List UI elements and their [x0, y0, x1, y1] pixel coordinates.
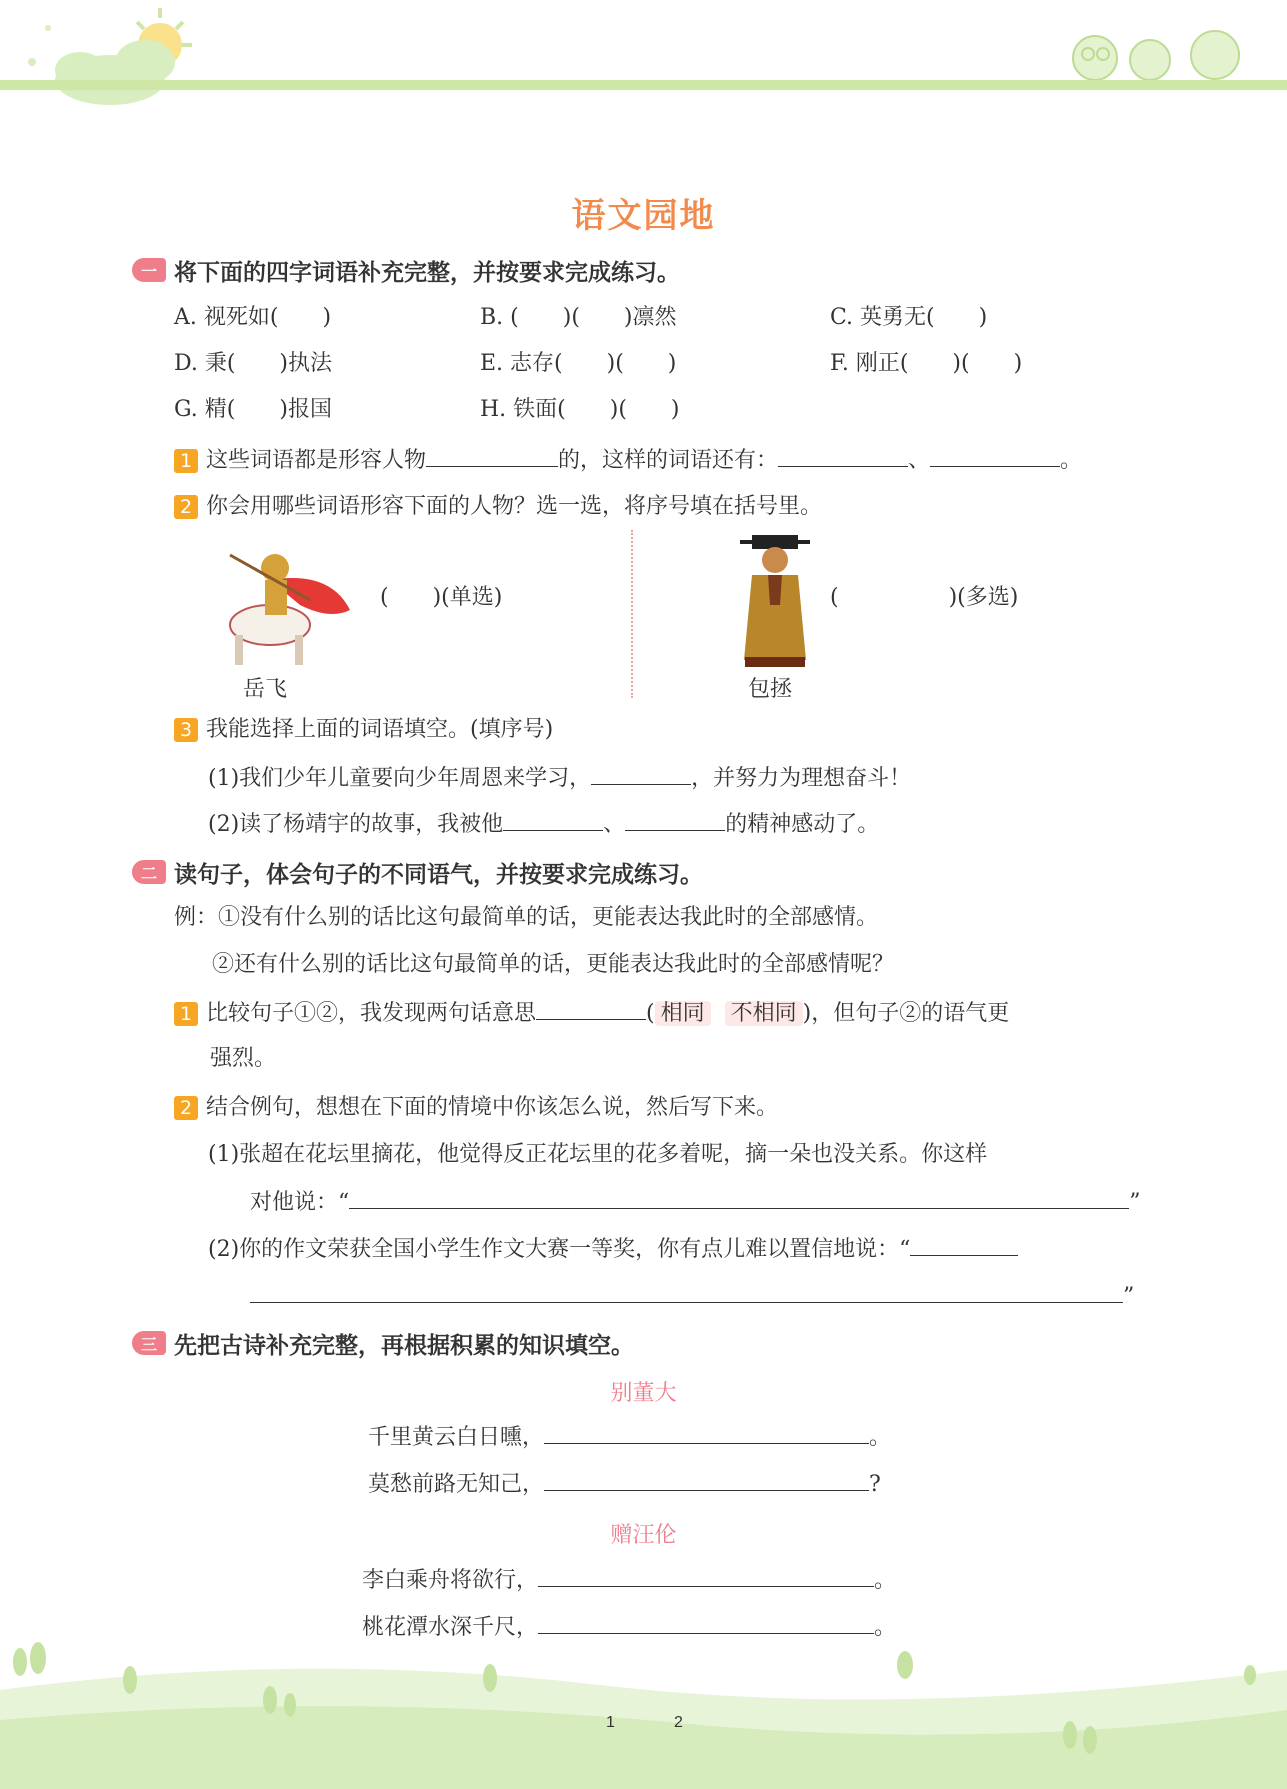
punctuation: 。 [874, 1615, 897, 1640]
word-item: G. 精( )报国 [174, 397, 332, 422]
poem-title: 赠汪伦 [610, 1523, 677, 1548]
word-item: B. ( )( )凛然 [480, 305, 677, 330]
question-text: 的，这样的词语还有： [558, 448, 779, 473]
section-badge: 三 [132, 1331, 166, 1355]
question-text: (2)读了杨靖宇的故事，我被他 [208, 812, 504, 837]
option-same[interactable]: 相同 [655, 1001, 711, 1026]
question-text: (1)我们少年儿童要向少年周恩来学习， [208, 766, 592, 791]
header-decoration [0, 0, 1287, 110]
punctuation: ” [1129, 1190, 1141, 1215]
word-item: E. 志存( )( ) [480, 351, 677, 376]
question-3 [174, 715, 553, 745]
question-text: ，但句子②的语气更 [811, 1001, 1010, 1026]
word-item: F. 刚正( )( ) [830, 351, 1023, 376]
punctuation: 。 [869, 1425, 892, 1450]
poem-text: 桃花潭水深千尺， [362, 1615, 539, 1640]
question-2-2 [208, 1233, 1018, 1265]
question-text: 比较句子①②，我发现两句话意思 [206, 1001, 537, 1026]
answer-blank[interactable] [349, 1186, 1129, 1209]
question-3-2 [208, 808, 879, 840]
word-item: C. 英勇无( ) [830, 305, 988, 330]
question-text: 我能选择上面的词语填空。(填序号) [206, 717, 554, 742]
answer-blank[interactable] [250, 1280, 1123, 1303]
section-title: 将下面的四字词语补充完整，并按要求完成练习。 [174, 259, 680, 286]
page-number-right: 2 [674, 1714, 683, 1731]
person-name: 包拯 [748, 677, 793, 702]
section-badge: 二 [132, 860, 166, 884]
cloud-icon [55, 40, 175, 105]
question-text: 的精神感动了。 [725, 812, 880, 837]
question-text: 你会用哪些词语形容下面的人物？选一选，将序号填在括号里。 [206, 494, 823, 519]
section-1-heading [132, 255, 680, 285]
footer-hills [0, 1630, 1287, 1789]
poem-line [368, 1468, 881, 1500]
question-number: 1 [174, 449, 198, 473]
poem-line [368, 1421, 891, 1453]
word-item: A. 视死如( ) [174, 305, 332, 330]
punctuation: ” [1123, 1284, 1135, 1309]
person-answer-hint: ( )(多选) [830, 585, 1019, 610]
question-text: 这些词语都是形容人物 [206, 448, 427, 473]
question-3-1 [208, 762, 911, 794]
person-answer-hint: ( )(单选) [380, 585, 503, 610]
section-2-question-1 [174, 997, 1009, 1029]
poem-line [362, 1564, 896, 1596]
question-continuation: 强烈。 [210, 1046, 277, 1071]
question-2-2-answer [250, 1280, 1134, 1312]
question-text: 结合例句，想想在下面的情境中你该怎么说，然后写下来。 [206, 1095, 779, 1120]
paren: ) [802, 1001, 812, 1026]
person-name: 岳飞 [243, 677, 288, 702]
answer-blank[interactable] [426, 444, 558, 467]
answer-blank[interactable] [544, 1421, 869, 1444]
separator: 、 [908, 448, 931, 473]
page-title: 语文园地 [571, 196, 716, 236]
question-text: (2)你的作文荣获全国小学生作文大赛一等奖，你有点儿难以置信地说：“ [208, 1237, 911, 1262]
answer-blank[interactable] [538, 1564, 874, 1587]
section-title: 读句子，体会句子的不同语气，并按要求完成练习。 [174, 861, 703, 888]
star-icon [28, 25, 51, 66]
page-number-left: 1 [606, 1714, 615, 1731]
poem-text: 莫愁前路无知己， [368, 1472, 545, 1497]
question-2-1: (1)张超在花坛里摘花，他觉得反正花坛里的花多着呢，摘一朵也没关系。你这样 [208, 1142, 988, 1167]
answer-blank[interactable] [930, 444, 1060, 467]
paren: ( [646, 1001, 655, 1026]
question-number: 3 [174, 718, 198, 742]
poem-title: 别董大 [610, 1381, 677, 1406]
section-title: 先把古诗补充完整，再根据积累的知识填空。 [174, 1332, 634, 1359]
answer-blank[interactable] [625, 808, 725, 831]
separator: 、 [603, 812, 626, 837]
answer-blank[interactable] [778, 444, 908, 467]
question-number: 2 [174, 495, 198, 519]
question-2 [174, 492, 822, 522]
section-2-heading [132, 857, 703, 887]
word-item: D. 秉( )执法 [174, 351, 333, 376]
poem-text: 李白乘舟将欲行， [362, 1568, 539, 1593]
bao-zheng-illustration [740, 535, 810, 670]
punctuation: 。 [1060, 448, 1083, 473]
question-1 [174, 444, 1082, 476]
animal-faces-icon [1073, 31, 1239, 80]
section-2-question-2 [174, 1093, 778, 1123]
punctuation: 。 [874, 1568, 897, 1593]
section-badge: 一 [132, 258, 166, 282]
example-sentence-2: ②还有什么别的话比这句最简单的话，更能表达我此时的全部感情呢？ [212, 952, 895, 977]
answer-blank[interactable] [544, 1468, 869, 1491]
example-sentence-1: 例：①没有什么别的话比这句最简单的话，更能表达我此时的全部感情。 [174, 905, 879, 930]
question-text: 对他说：“ [250, 1190, 350, 1215]
question-text: ，并努力为理想奋斗！ [691, 766, 912, 791]
divider [631, 530, 633, 698]
poem-text: 千里黄云白日曛， [368, 1425, 545, 1450]
answer-blank[interactable] [503, 808, 603, 831]
question-2-1-answer [250, 1186, 1141, 1218]
punctuation: ? [869, 1472, 881, 1497]
yue-fei-illustration [210, 540, 360, 670]
question-number: 2 [174, 1096, 198, 1120]
question-number: 1 [174, 1002, 198, 1026]
answer-blank[interactable] [910, 1233, 1018, 1256]
header-line [0, 80, 1287, 90]
option-different[interactable]: 不相同 [725, 1001, 803, 1026]
section-3-heading [132, 1328, 634, 1358]
word-item: H. 铁面( )( ) [480, 397, 680, 422]
answer-blank[interactable] [591, 762, 691, 785]
answer-blank[interactable] [536, 997, 646, 1020]
